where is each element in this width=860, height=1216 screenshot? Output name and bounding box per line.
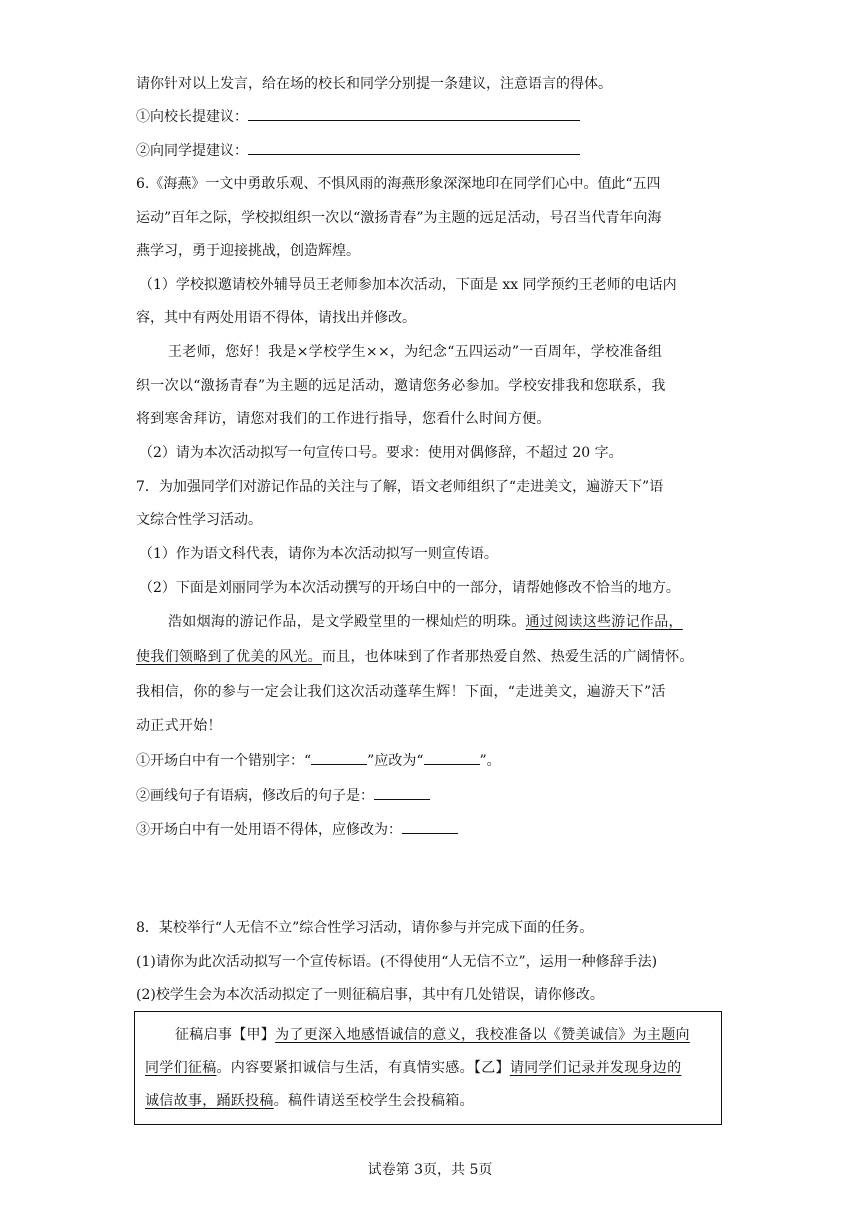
q7-para-line1 [168,612,683,632]
q7-para-line4: 动正式开始！ [136,718,222,734]
principal-suggestion-row [136,106,580,127]
q7-item3 [136,819,458,840]
q7-item1-text-a: ①开场白中有一个错别字：“ [136,753,312,769]
q7-item1-blank-correct-char[interactable] [424,750,480,765]
q7-item2-blank[interactable] [374,785,430,800]
principal-suggestion-label: ①向校长提建议： [136,109,248,125]
box-line1-underlined: 为了更深入地感悟诚信的意义，我校准备以《赞美诚信》为主题向 [275,1027,690,1043]
q7-para-line1-plain: 浩如烟海的游记作品，是文学殿堂里的一棵灿烂的明珠。 [168,614,526,630]
q8-sub1: (1)请你为此次活动拟写一个宣传标语。(不得使用“人无信不立”，运用一种修辞手法) [136,954,658,970]
q6-line3: 燕学习，勇于迎接挑战，创造辉煌。 [136,243,360,259]
box-line3-underlined: 诚信故事，踊跃投稿 [145,1093,274,1109]
classmates-suggestion-row [136,140,580,161]
q7-para-line3: 我相信，你的参与一定会让我们这次活动蓬荜生辉！下面，“走进美文，遍游天下”活 [136,684,666,700]
q6-sub1-line1: （1）学校拟邀请校外辅导员王老师参加本次活动，下面是 xx 同学预约王老师的电话内 [139,277,677,293]
q7-item2 [136,785,430,806]
classmates-answer-blank[interactable] [248,140,580,155]
q7-item3-text: ③开场白中有一处用语不得体，应修改为： [136,822,402,838]
q7-para-line2-plain: 而且，也体味到了作者那热爱自然、热爱生活的广阔情怀。 [321,649,694,665]
box-line2-underlined-a: 同学们征稿 [145,1060,217,1076]
q7-para-line2-underlined: 使我们领略到了优美的风光。 [136,649,322,665]
page-footer: 试卷第 3页，共 5页 [367,1162,493,1178]
q8-line1: 8．某校举行“人无信不立”综合性学习活动，请你参与并完成下面的任务。 [136,920,594,936]
box-line2-underlined-b: 请同学们记录并发现身边的 [509,1060,682,1076]
q6-quote-line2: 织一次以“激扬青春”为主题的远足活动，邀请您务必参加。学校安排我和您联系，我 [136,378,666,394]
q7-item2-text: ②画线句子有语病，修改后的句子是： [136,788,374,804]
q7-sub1: （1）作为语文科代表，请你为本次活动拟写一则宣传语。 [139,546,498,562]
q7-line1: 7．为加强同学们对游记作品的关注与了解，语文老师组织了“走进美文，遍游天下”语 [136,479,664,495]
q7-item3-blank[interactable] [402,819,458,834]
q6-line2: 运动”百年之际，学校拟组织一次以“激扬青春”为主题的远足活动，号召当代青年向海 [136,210,662,226]
box-line3 [145,1091,474,1111]
q6-sub1-line2: 容，其中有两处用语不得体，请找出并修改。 [136,310,416,326]
q7-item1-text-b: ”应改为“ [367,753,424,769]
principal-answer-blank[interactable] [248,106,580,121]
box-line2-plain: 。内容要紧扣诚信与生活，有真情实感。【乙】 [216,1060,510,1076]
box-line3-plain: 。稿件请送至校学生会投稿箱。 [273,1093,474,1109]
classmates-suggestion-label: ②向同学提建议： [136,143,248,159]
intro-line: 请你针对以上发言，给在场的校长和同学分别提一条建议，注意语言的得体。 [136,76,612,92]
q7-line2: 文综合性学习活动。 [136,512,262,528]
q7-para-line2 [136,647,694,667]
q6-sub2: （2）请为本次活动拟写一句宣传口号。要求：使用对偶修辞，不超过 20 字。 [139,445,623,461]
q8-sub2: (2)校学生会为本次活动拟定了一则征稿启事，其中有几处错误，请你修改。 [136,987,604,1003]
box-line1-label: 征稿启事【甲】 [175,1027,276,1043]
box-line2 [145,1058,681,1078]
q7-item1-text-c: ”。 [479,753,501,769]
q7-item1-blank-wrong-char[interactable] [311,750,367,765]
box-line1 [175,1025,690,1045]
call-for-papers-box [134,1011,722,1125]
q6-quote-line3: 将到寒舍拜访，请您对我们的工作进行指导，您看什么时间方便。 [136,411,551,427]
q6-quote-line1: 王老师，您好！我是×学校学生××，为纪念“五四运动”一百周年，学校准备组 [168,344,663,360]
q7-sub2: （2）下面是刘丽同学为本次活动撰写的开场白中的一部分，请帮她修改不恰当的地方。 [139,580,680,596]
q7-para-line1-underlined: 通过阅读这些游记作品， [525,614,683,630]
q7-item1 [136,750,501,771]
q6-line1: 6.《海燕》一文中勇敢乐观、不惧风雨的海燕形象深深地印在同学们心中。值此“五四 [136,176,661,192]
